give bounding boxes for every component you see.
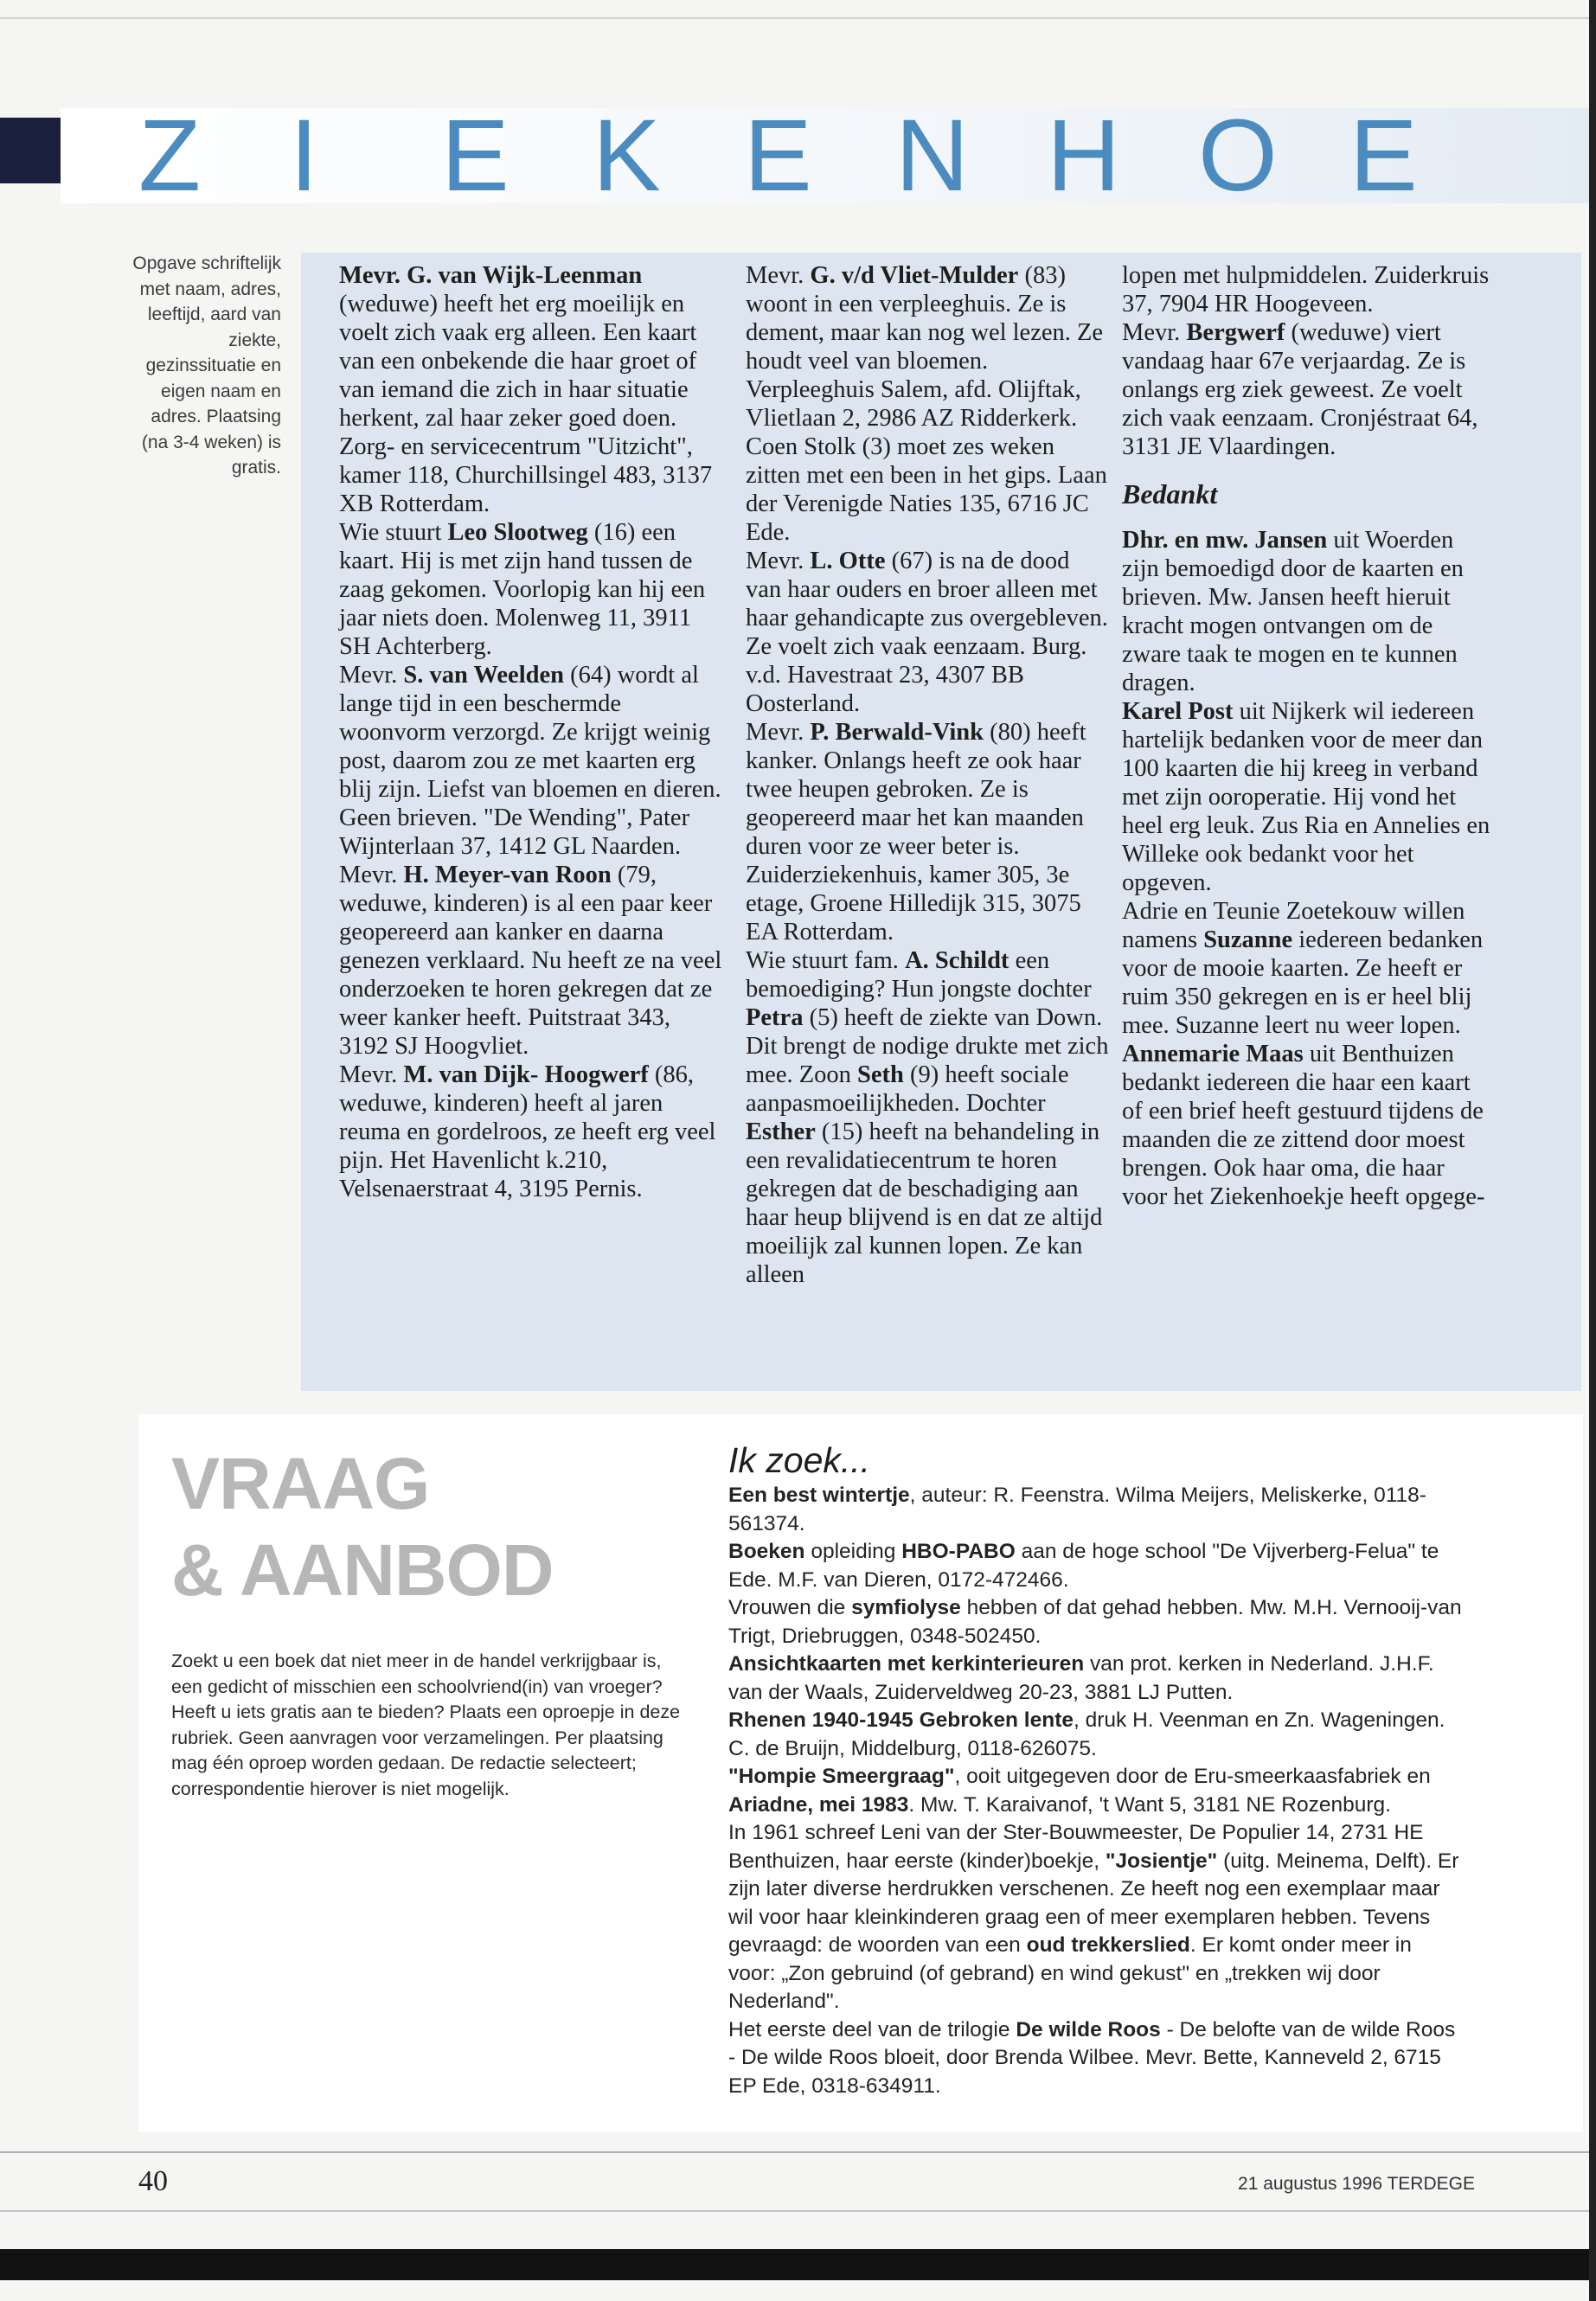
person-name: Bergwerf xyxy=(1186,319,1285,346)
header-letter: I xyxy=(290,99,318,213)
notice-text: , druk H. Veenman en Zn. Wageningen. C. de Bruijn, Middelburg, 0118-626075. xyxy=(728,1708,1445,1760)
notice-paragraph xyxy=(339,518,724,661)
notice-text: Mevr. xyxy=(746,548,811,574)
notice-text: een bemoediging? Hun jongste dochter xyxy=(746,947,1092,1003)
notice-text: (5) heeft de ziekte van Down. Dit brengt de nodige drukte met zich mee. Zoon xyxy=(746,1004,1109,1088)
person-name: Dhr. en mw. Jansen xyxy=(1122,527,1328,554)
notice-paragraph xyxy=(339,661,724,861)
notice-text: . Mw. T. Karaivanof, 't Want 5, 3181 NE Rozenburg. xyxy=(908,1792,1391,1817)
notice-text: Mevr. xyxy=(746,262,811,289)
header-letter: K xyxy=(593,99,661,213)
notice-text: (weduwe) viert vandaag haar 67e verjaardag. Ze is onlangs erg ziek geweest. Ze voelt zich vaak eenzaam. Cronjéstraat 64, 3131 JE Vlaardingen. xyxy=(1122,319,1478,460)
notice-paragraph xyxy=(728,1819,1464,2016)
title-line-1: VRAAG xyxy=(171,1443,430,1524)
notice-text: uit Nijkerk wil iedereen hartelijk bedanken voor de meer dan 100 kaarten die hij kreeg in verband met zijn ooroperatie. Hij vond het heel erg leuk. Zus Ria en Annelies en Willeke ook bedankt voor het opgeven. xyxy=(1122,698,1490,896)
notice-text: . Er komt onder meer in voor: „Zon gebruind (of gebrand) en wind gekust" en „trekken wij door Nederland". xyxy=(728,1933,1412,2013)
scan-edge-right xyxy=(1589,0,1596,2301)
notice-paragraph xyxy=(1122,526,1494,697)
notice-text: van prot. kerken in Nederland. J.H.F. van der Waals, Zuiderveldweg 20-23, 3881 LJ Putten. xyxy=(728,1652,1434,1704)
notice-text: lopen met hulpmiddelen. Zuiderkruis 37, 7904 HR Hoogeveen. xyxy=(1122,262,1490,317)
ik-zoek-heading: Ik zoek... xyxy=(728,1440,871,1480)
notice-text: (83) woont in een verpleeghuis. Ze is dement, maar kan nog wel lezen. Ze houdt veel van bloemen. Verpleeghuis Salem, afd. Olijftak, Vlietlaan 2, 2986 AZ Ridderkerk. xyxy=(746,262,1104,432)
notice-paragraph xyxy=(728,1707,1464,1763)
person-name: M. van Dijk- Hoogwerf xyxy=(403,1061,649,1088)
header-letter: E xyxy=(1349,99,1418,213)
notice-text: (86, weduwe, kinderen) heeft al jaren reuma en gordelroos, ze heeft erg veel pijn. Het Havenlicht k.210, Velsenaerstraat 4, 3195 Pernis. xyxy=(339,1061,716,1202)
notice-text: Het eerste deel van de trilogie xyxy=(728,2017,1016,2041)
person-name: HBO-PABO xyxy=(901,1540,1016,1563)
vraag-aanbod-intro: Zoekt u een boek dat niet meer in de handel verkrijgbaar is, een gedicht of misschien een schoolvriend(in) van vroeger? Heeft u iets gratis aan te bieden? Plaats een oproepje in deze rubriek. Geen aanvragen voor verzamelingen. Per plaatsing mag één oproep worden gedaan. De redactie selecteert; correspondentie hierover is niet mogelijk. xyxy=(171,1650,681,1799)
notice-paragraph xyxy=(728,2016,1464,2101)
notice-text: Mevr. xyxy=(746,719,811,746)
notice-paragraph xyxy=(728,1650,1464,1707)
person-name: P. Berwald-Vink xyxy=(810,719,984,746)
person-name: Boeken xyxy=(728,1540,805,1563)
notice-text: hebben of dat gehad hebben. Mw. M.H. Vernooij-van Trigt, Driebruggen, 0348-502450. xyxy=(728,1596,1462,1648)
notice-text: Mevr. xyxy=(1122,319,1187,346)
notice-text: (64) wordt al lange tijd in een beschermde woonvorm verzorgd. Ze krijgt weinig post, daarom zou ze met kaarten erg blij zijn. Liefst van bloemen en dieren. Geen brieven. "De Wending", Pater Wijnterlaan 37, 1412 GL Naarden. xyxy=(339,662,721,860)
notice-text: (uitg. Meinema, Delft). Er zijn later diverse herdrukken verschenen. Ze heeft nog een exemplaar maar wil voor haar kleinkinderen graag een of meer exemplaren hebben. Tevens gevraagd: de woorden van een xyxy=(728,1849,1459,1957)
notice-text: Coen Stolk (3) moet zes weken zitten met een been in het gips. Laan der Verenigde Naties 135, 6716 JC Ede. xyxy=(746,433,1107,546)
notices-column-2 xyxy=(746,261,1109,1289)
notice-text: (80) heeft kanker. Onlangs heeft ze ook haar twee heupen gebroken. Ze is geopereerd maar het kan maanden duren voor ze weer beter is. Zuiderziekenhuis, kamer 305, 3e etage, Groene Hilledijk 315, 3075 EA Rotterdam. xyxy=(746,719,1086,945)
notice-text: Wie stuurt fam. xyxy=(746,947,906,974)
footer-rule xyxy=(0,2151,1596,2153)
notice-text: , ooit uitgegeven door de Eru-smeerkaasfabriek en xyxy=(954,1765,1431,1788)
notice-paragraph xyxy=(339,861,724,1061)
person-name: De wilde Roos xyxy=(1016,2017,1161,2041)
notice-paragraph xyxy=(746,946,1109,1289)
person-name: S. van Weelden xyxy=(403,662,564,689)
notice-text: Vrouwen die xyxy=(728,1596,852,1619)
footer-rule-2 xyxy=(0,2210,1596,2212)
person-name: Karel Post xyxy=(1122,698,1234,725)
notice-paragraph xyxy=(728,1482,1464,1538)
notices-column-1 xyxy=(339,261,724,1203)
notice-text: (67) is na de dood van haar ouders en broer alleen met haar gehandicapte zus overgebleven. Ze voelt zich vaak eenzaam. Burg. v.d. Havestraat 23, 4307 BB Oosterland. xyxy=(746,548,1108,717)
notice-paragraph xyxy=(728,1763,1464,1819)
notices-column-3 xyxy=(1122,261,1494,1211)
notice-text: Mevr. xyxy=(339,862,404,888)
notice-paragraph xyxy=(746,433,1109,547)
notice-paragraph xyxy=(746,718,1109,946)
notice-paragraph xyxy=(1122,697,1494,897)
notice-text: Mevr. xyxy=(339,662,404,689)
notice-text: opleiding xyxy=(804,1540,902,1563)
person-name: Petra xyxy=(746,1004,804,1031)
notice-text: Adrie en Teunie Zoetekouw willen namens xyxy=(1122,898,1465,953)
top-rule xyxy=(0,17,1596,19)
notice-text: (9) heeft sociale aanpasmoeilijkheden. Dochter xyxy=(746,1061,1069,1117)
title-line-2: & AANBOD xyxy=(171,1529,554,1611)
person-name: Annemarie Maas xyxy=(1122,1041,1304,1067)
notice-paragraph xyxy=(1122,897,1494,1040)
notice-paragraph xyxy=(1122,1040,1494,1211)
person-name: L. Otte xyxy=(810,548,886,574)
person-name: Ariadne, mei 1983 xyxy=(728,1792,909,1817)
notice-paragraph xyxy=(1122,318,1494,461)
notice-text: (weduwe) heeft het erg moeilijk en voelt zich vaak erg alleen. Een kaart van een onbekende die haar groet of van iemand die zich in haar situatie herkent, zal haar zeker goed doen. Zorg- en servicecentrum "Uitzicht", kamer 118, Churchillsingel 483, 3137 XB Rotterdam. xyxy=(339,291,713,517)
page-number: 40 xyxy=(138,2165,168,2197)
person-name: Esther xyxy=(746,1118,816,1145)
person-name: Suzanne xyxy=(1203,926,1293,953)
notice-text: In 1961 schreef Leni van der Ster-Bouwmeester, De Populier 14, 2731 HE Benthuizen, haar eerste (kinder)boekje, xyxy=(728,1821,1424,1873)
section-title-ziekenhoekje xyxy=(138,97,1596,215)
notice-text: (79, weduwe, kinderen) is al een paar keer geopereerd aan kanker en daarna genezen verklaard. Nu heeft ze na veel onderzoeken te horen gekregen dat ze weer kanker heeft. Puitstraat 343, 3192 SJ Hoogvliet. xyxy=(339,862,722,1060)
notice-paragraph xyxy=(746,547,1109,718)
notice-text: aan de hoge school "De Vijverberg-Felua" te Ede. M.F. van Dieren, 0172-472466. xyxy=(728,1540,1439,1592)
person-name: H. Meyer-van Roon xyxy=(403,862,612,888)
person-name: Rhenen 1940-1945 Gebroken lente xyxy=(728,1708,1074,1732)
notice-text: uit Benthuizen bedankt iedereen die haar een kaart of een brief heeft gestuurd tijdens de maanden die ze zittend door moest brengen. Ook haar oma, die haar voor het Ziekenhoekje heeft opgege- xyxy=(1122,1041,1485,1210)
header-letter: E xyxy=(744,99,812,213)
notice-paragraph xyxy=(746,261,1109,433)
notice-text: (15) heeft na behandeling in een revalidatiecentrum te horen gekregen dat de beschadiging aan haar heup blijvend is en dat ze altijd moeilijk zal kunnen lopen. Ze kan alleen xyxy=(746,1118,1103,1288)
notice-paragraph xyxy=(728,1538,1464,1594)
header-letter: H xyxy=(1047,99,1121,213)
notice-text: (16) een kaart. Hij is met zijn hand tussen de zaag gekomen. Voorlopig kan hij een jaar niets doen. Molenweg 11, 3911 SH Achterberg. xyxy=(339,519,706,660)
header-letter: N xyxy=(895,99,970,213)
scan-edge-bottom xyxy=(0,2249,1596,2280)
notice-text: iedereen bedanken voor de mooie kaarten. Ze heeft er ruim 350 gekregen en is er heel blij mee. Suzanne leert nu weer lopen. xyxy=(1122,926,1484,1039)
issue-date: 21 augustus 1996 TERDEGE xyxy=(1238,2174,1475,2194)
ik-zoek-ads xyxy=(728,1482,1464,2100)
person-name: "Josientje" xyxy=(1105,1849,1218,1873)
header-letter: E xyxy=(441,99,510,213)
person-name: Mevr. G. van Wijk-Leenman xyxy=(339,262,643,289)
person-name: oud trekkerslied xyxy=(1026,1933,1190,1957)
person-name: Seth xyxy=(857,1061,904,1088)
person-name: G. v/d Vliet-Mulder xyxy=(810,262,1019,289)
person-name: "Hompie Smeergraag" xyxy=(728,1765,955,1788)
notice-paragraph xyxy=(728,1594,1464,1650)
notice-text: , auteur: R. Feenstra. Wilma Meijers, Meliskerke, 0118-561374. xyxy=(728,1484,1426,1535)
person-name: Ansichtkaarten met kerkinterieuren xyxy=(728,1652,1085,1676)
notice-paragraph xyxy=(339,261,724,518)
person-name: Een best wintertje xyxy=(728,1484,910,1507)
notice-text: - De belofte van de wilde Roos - De wilde Roos bloeit, door Brenda Wilbee. Mevr. Bette, Kanneveld 2, 6715 EP Ede, 0318-634911. xyxy=(728,2017,1456,2098)
person-name: A. Schildt xyxy=(905,947,1010,974)
notice-text: uit Woerden zijn bemoedigd door de kaarten en brieven. Mw. Jansen heeft hieruit kracht mogen ontvangen om de zware taak te mogen en te kunnen dragen. xyxy=(1122,527,1464,696)
header-letter: Z xyxy=(138,99,202,213)
submission-instructions: Opgave schriftelijk met naam, adres, leeftijd, aard van ziekte, gezinssituatie en eigen naam en adres. Plaatsing (na 3-4 weken) is gratis. xyxy=(132,253,281,478)
person-name: Leo Slootweg xyxy=(447,519,588,546)
notice-paragraph xyxy=(1122,261,1494,318)
person-name: symfiolyse xyxy=(851,1596,961,1619)
notice-text: Mevr. xyxy=(339,1061,404,1088)
notice-paragraph xyxy=(339,1061,724,1203)
vraag-aanbod-title xyxy=(171,1440,621,1613)
header-letter: O xyxy=(1198,99,1278,213)
header-accent-block xyxy=(0,118,61,183)
notice-text: Wie stuurt xyxy=(339,519,448,546)
bedankt-heading: Bedankt xyxy=(1122,478,1218,510)
